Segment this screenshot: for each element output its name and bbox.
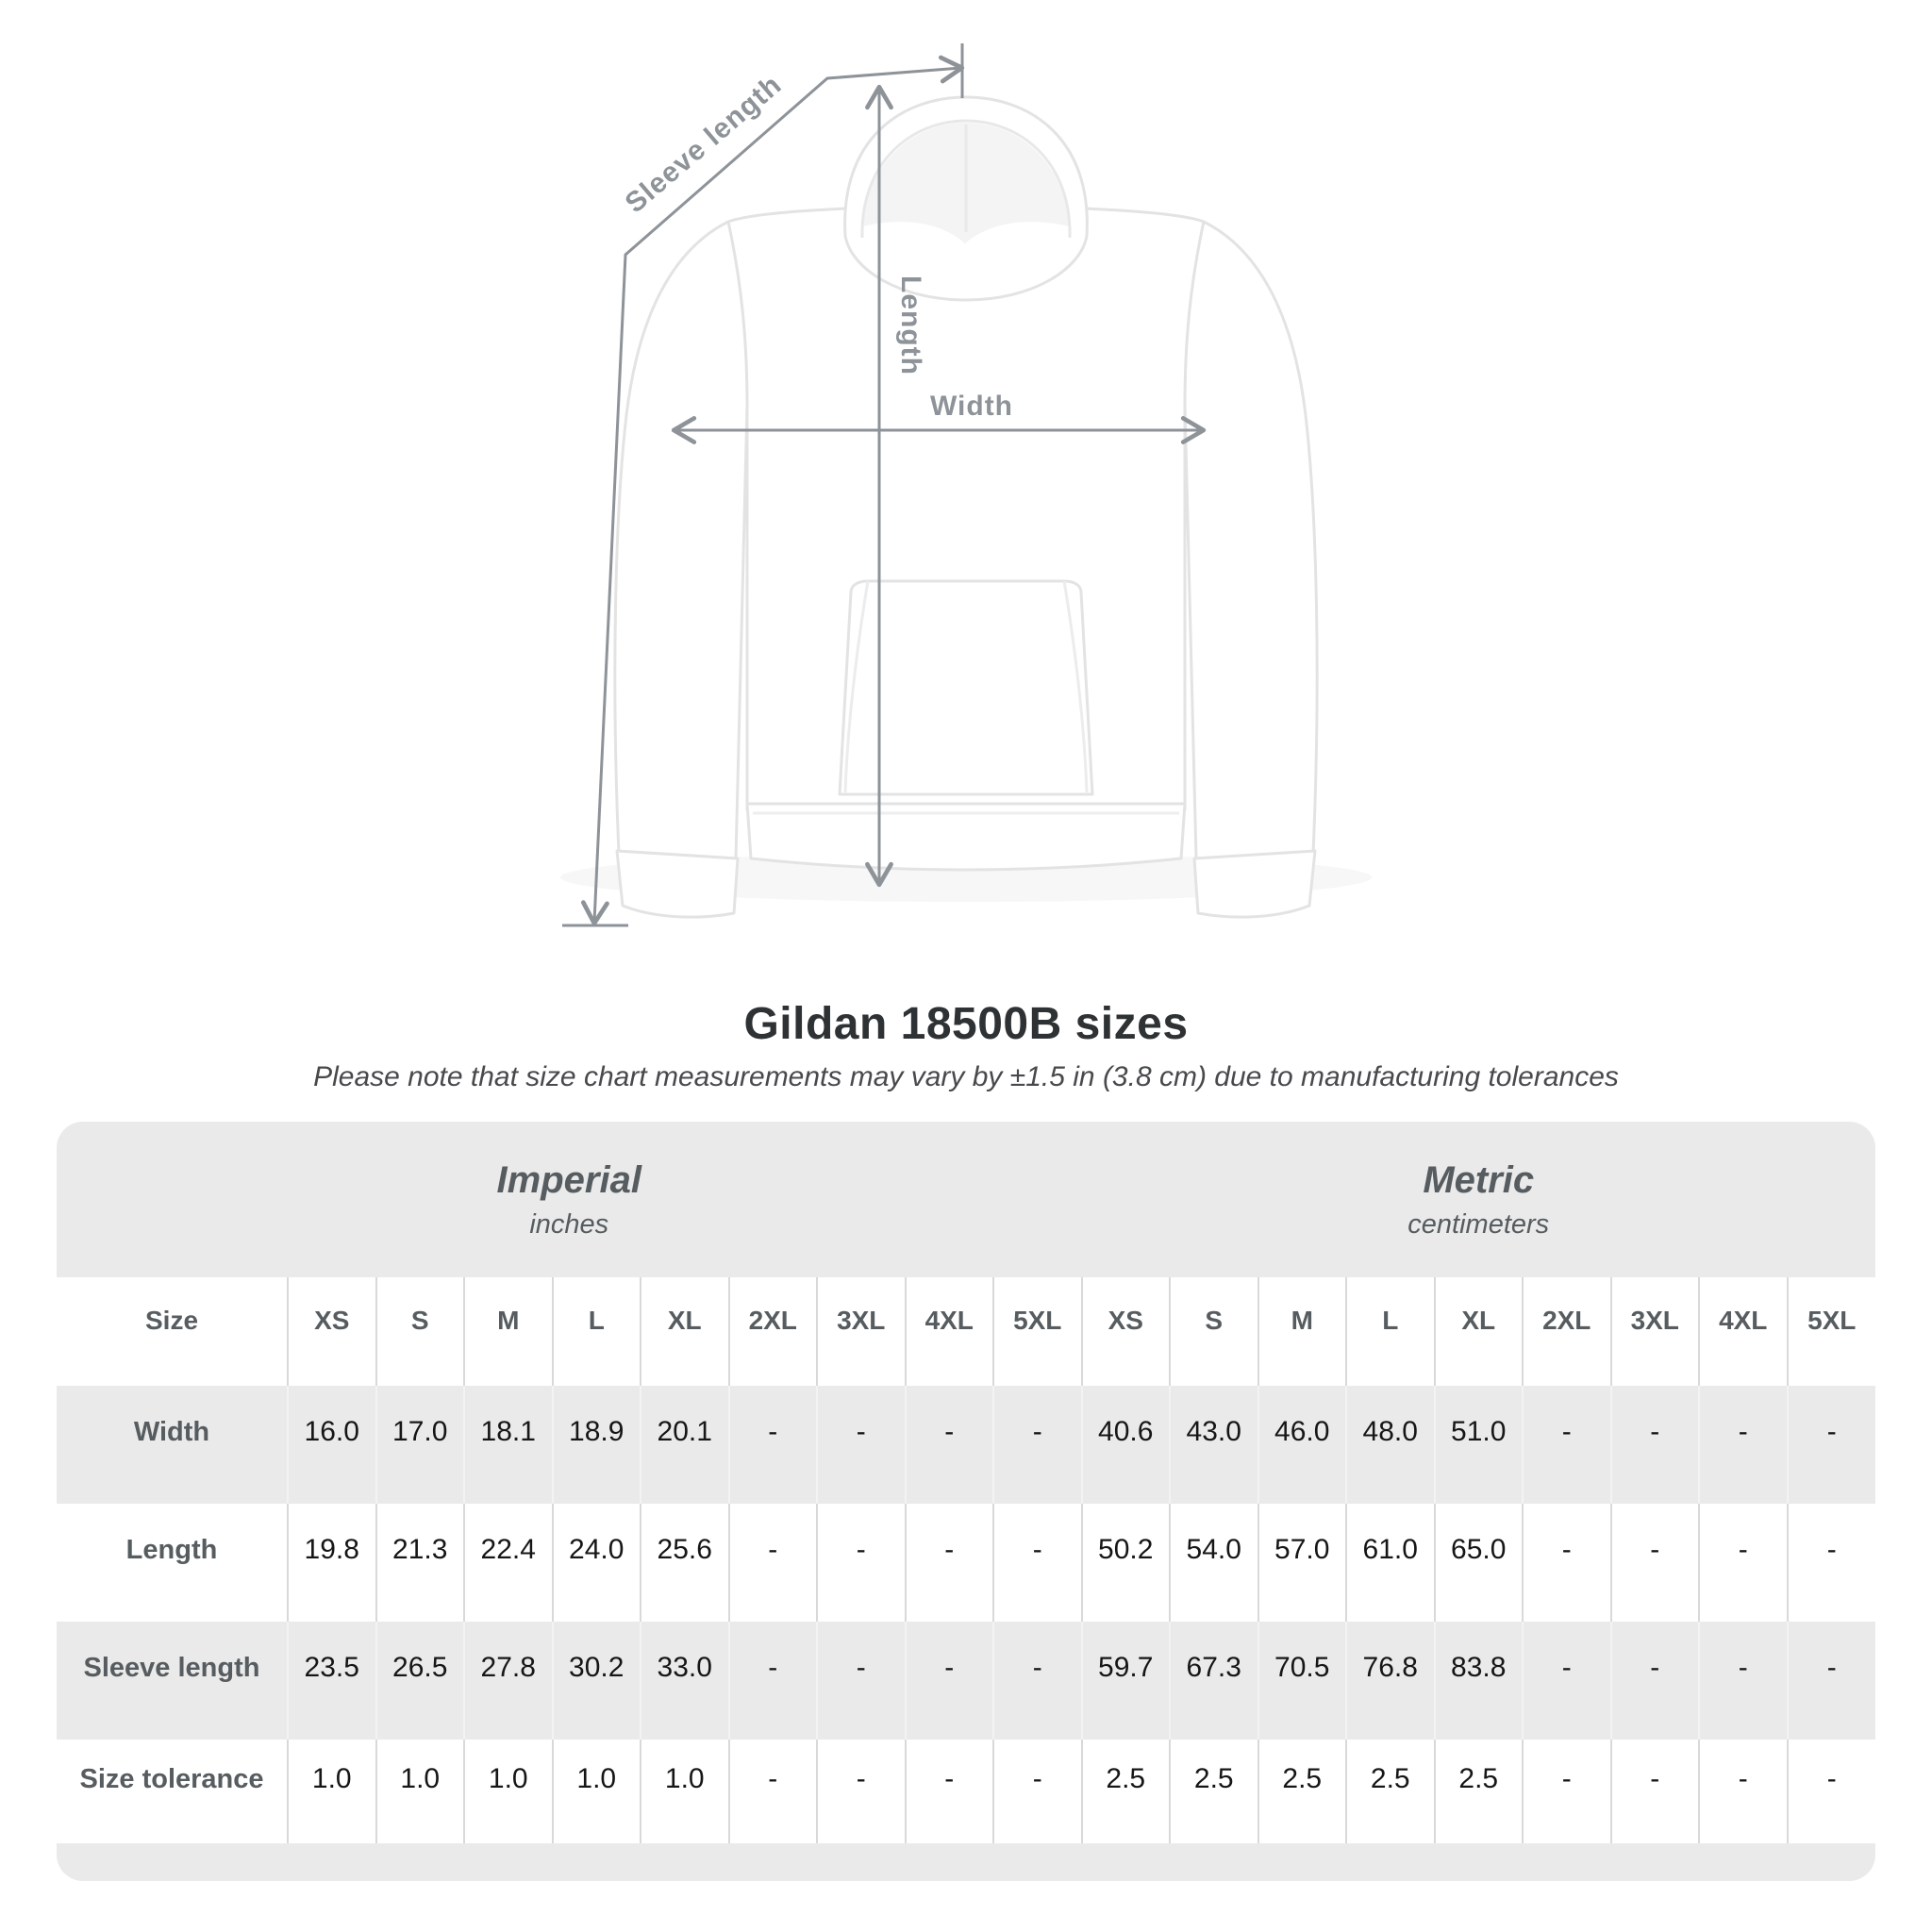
length-value-cell: - [1523, 1504, 1611, 1622]
width-value-cell: - [906, 1386, 994, 1504]
width-value-cell: 51.0 [1435, 1386, 1524, 1504]
size-column-header: 5XL [1788, 1277, 1876, 1386]
length-value-cell: - [993, 1504, 1082, 1622]
sleeve-length-value-cell: 23.5 [288, 1622, 376, 1740]
size-tolerance-row-label: Size tolerance [79, 1763, 264, 1794]
sleeve-length-label: Sleeve length [619, 69, 789, 220]
sleeve-length-value-cell: - [817, 1622, 906, 1740]
size-tolerance-value-cell: 1.0 [553, 1740, 641, 1843]
width-value-cell: - [1611, 1386, 1700, 1504]
width-value-cell: 20.1 [641, 1386, 729, 1504]
size-header-label: Size [144, 1305, 199, 1335]
width-value-cell: - [993, 1386, 1082, 1504]
length-value-cell: - [1788, 1504, 1876, 1622]
size-column-header: S [376, 1277, 465, 1386]
size-tolerance-value-cell: - [906, 1740, 994, 1843]
width-value-cell: 16.0 [288, 1386, 376, 1504]
length-value-cell: 50.2 [1082, 1504, 1171, 1622]
length-value-cell: 22.4 [464, 1504, 553, 1622]
width-value-cell: - [1699, 1386, 1788, 1504]
sleeve-length-value-cell: 59.7 [1082, 1622, 1171, 1740]
size-tolerance-value-cell: - [1611, 1740, 1700, 1843]
width-value-cell: 17.0 [376, 1386, 465, 1504]
length-value-cell: 24.0 [553, 1504, 641, 1622]
size-tolerance-value-cell: 1.0 [288, 1740, 376, 1843]
size-tolerance-value-cell: - [729, 1740, 818, 1843]
width-value-cell: - [1788, 1386, 1876, 1504]
sleeve-length-value-cell: - [729, 1622, 818, 1740]
hoodie-right-cuff [1194, 851, 1315, 917]
size-column-header: 5XL [993, 1277, 1082, 1386]
length-value-cell: - [729, 1504, 818, 1622]
size-column-header: 2XL [1523, 1277, 1611, 1386]
sleeve-length-value-cell: 27.8 [464, 1622, 553, 1740]
size-column-header: 4XL [906, 1277, 994, 1386]
sleeve-length-value-cell: - [1788, 1622, 1876, 1740]
size-tolerance-value-cell: 2.5 [1170, 1740, 1258, 1843]
sleeve-length-row-label: Sleeve length [83, 1653, 260, 1683]
sleeve-length-row [57, 1622, 1875, 1740]
length-value-cell: 61.0 [1346, 1504, 1435, 1622]
size-column-header: XS [288, 1277, 376, 1386]
width-value-cell: 18.9 [553, 1386, 641, 1504]
size-tolerance-value-cell: - [1699, 1740, 1788, 1843]
hoodie-left-cuff [617, 851, 738, 917]
size-tolerance-value-cell: - [1523, 1740, 1611, 1843]
width-value-cell: 43.0 [1170, 1386, 1258, 1504]
sleeve-length-value-cell: - [1699, 1622, 1788, 1740]
width-row [57, 1386, 1875, 1504]
width-value-cell: 18.1 [464, 1386, 553, 1504]
size-chart-table [57, 1122, 1875, 1881]
size-tolerance-value-cell: 2.5 [1346, 1740, 1435, 1843]
length-value-cell: - [906, 1504, 994, 1622]
sleeve-length-value-cell: - [993, 1622, 1082, 1740]
length-row [57, 1504, 1875, 1622]
size-header-row [57, 1277, 1875, 1386]
width-value-cell: 40.6 [1082, 1386, 1171, 1504]
size-column-header: 3XL [817, 1277, 906, 1386]
size-column-header: 3XL [1611, 1277, 1700, 1386]
size-tolerance-value-cell: 1.0 [641, 1740, 729, 1843]
length-value-cell: 54.0 [1170, 1504, 1258, 1622]
length-label: Length [895, 275, 926, 375]
sleeve-length-value-cell: 67.3 [1170, 1622, 1258, 1740]
sleeve-length-value-cell: 70.5 [1258, 1622, 1347, 1740]
size-tolerance-value-cell: 2.5 [1258, 1740, 1347, 1843]
width-value-cell: - [1523, 1386, 1611, 1504]
sleeve-length-value-cell: 30.2 [553, 1622, 641, 1740]
width-value-cell: - [817, 1386, 906, 1504]
width-value-cell: 46.0 [1258, 1386, 1347, 1504]
size-column-header: 2XL [729, 1277, 818, 1386]
width-value-cell: 48.0 [1346, 1386, 1435, 1504]
size-tolerance-value-cell: - [993, 1740, 1082, 1843]
hoodie-right-sleeve [1185, 222, 1317, 858]
size-tolerance-note: Please note that size chart measurements may vary by ±1.5 in (3.8 cm) due to manufacturing tolerances [313, 1061, 1619, 1092]
size-column-header: XL [641, 1277, 729, 1386]
metric-unit: centimeters [1407, 1208, 1550, 1240]
length-value-cell: - [817, 1504, 906, 1622]
hoodie-illustration [560, 97, 1372, 917]
imperial-unit: inches [529, 1208, 609, 1240]
size-tolerance-row [57, 1740, 1875, 1843]
length-value-cell: 21.3 [376, 1504, 465, 1622]
size-column-header: XL [1435, 1277, 1524, 1386]
sleeve-length-value-cell: - [906, 1622, 994, 1740]
size-column-header: M [464, 1277, 553, 1386]
size-tolerance-value-cell: 1.0 [376, 1740, 465, 1843]
sleeve-length-value-cell: 76.8 [1346, 1622, 1435, 1740]
length-value-cell: 65.0 [1435, 1504, 1524, 1622]
length-row-label: Length [125, 1535, 218, 1565]
sleeve-length-value-cell: - [1523, 1622, 1611, 1740]
size-column-header: L [1346, 1277, 1435, 1386]
imperial-label: Imperial [496, 1158, 641, 1201]
unit-group-header-row [57, 1122, 1875, 1277]
size-column-header: S [1170, 1277, 1258, 1386]
metric-group-header [1082, 1122, 1876, 1277]
imperial-group-header [57, 1122, 1082, 1277]
length-value-cell: - [1611, 1504, 1700, 1622]
size-tolerance-value-cell: - [1788, 1740, 1876, 1843]
size-column-header: L [553, 1277, 641, 1386]
size-tolerance-value-cell: - [817, 1740, 906, 1843]
hoodie-left-sleeve [615, 222, 747, 858]
width-row-label: Width [133, 1417, 210, 1447]
size-tolerance-value-cell: 1.0 [464, 1740, 553, 1843]
size-column-header: M [1258, 1277, 1347, 1386]
length-value-cell: 57.0 [1258, 1504, 1347, 1622]
length-value-cell: 19.8 [288, 1504, 376, 1622]
sleeve-length-value-cell: 33.0 [641, 1622, 729, 1740]
width-label: Width [929, 391, 1014, 422]
length-value-cell: - [1699, 1504, 1788, 1622]
metric-label: Metric [1423, 1158, 1535, 1201]
size-column-header: XS [1082, 1277, 1171, 1386]
size-tolerance-value-cell: 2.5 [1435, 1740, 1524, 1843]
length-value-cell: 25.6 [641, 1504, 729, 1622]
sleeve-length-value-cell: - [1611, 1622, 1700, 1740]
page-title: Gildan 18500B sizes [743, 999, 1189, 1049]
sleeve-length-value-cell: 26.5 [376, 1622, 465, 1740]
sleeve-length-value-cell: 83.8 [1435, 1622, 1524, 1740]
size-tolerance-value-cell: 2.5 [1082, 1740, 1171, 1843]
size-column-header: 4XL [1699, 1277, 1788, 1386]
width-value-cell: - [729, 1386, 818, 1504]
